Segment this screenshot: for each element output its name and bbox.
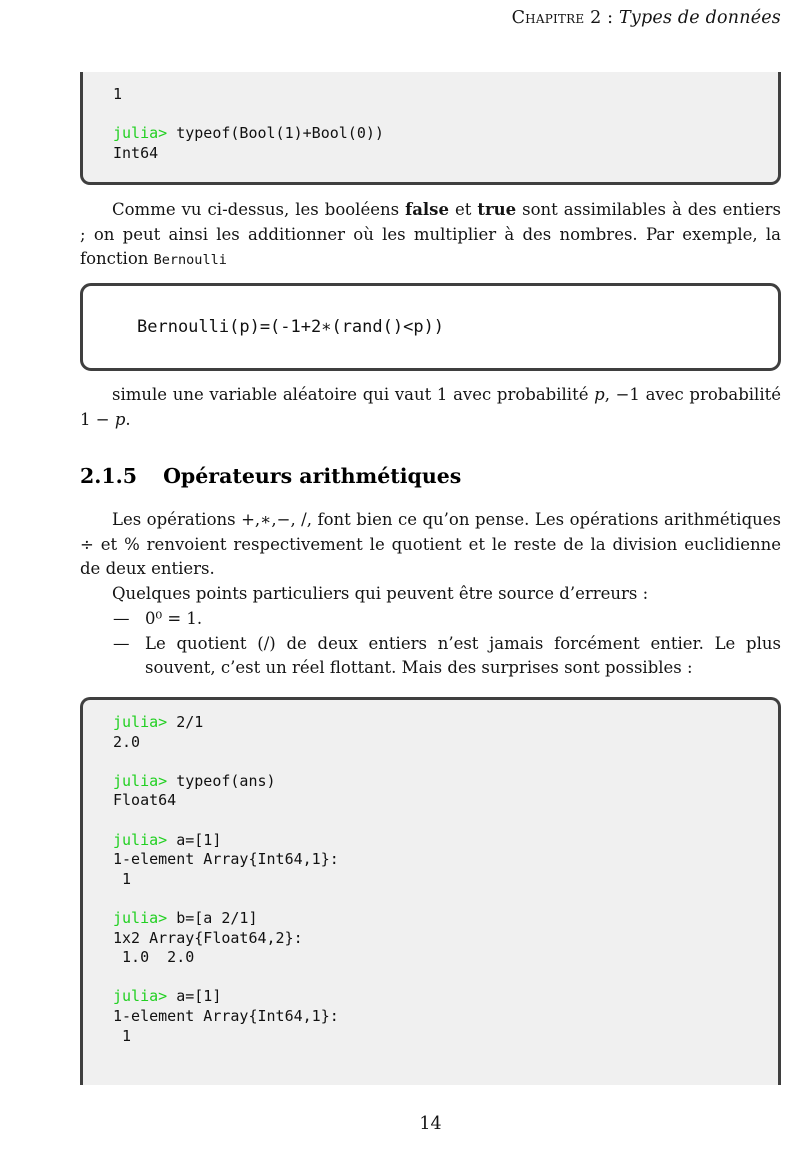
code-block-division [80,697,781,1085]
section-title: Opérateurs arithmétiques [163,464,462,488]
list-item-text: 0⁰ = 1. [145,608,203,628]
paragraph-text: Comme vu ci-dessus, les booléens false et true sont assimilables à des entiers ; on peut ainsi les additionner où les multiplier à des nombres. Par exemple, la fonction Bernoulli [80,200,782,269]
paragraph-text: simule une variable aléatoire qui vaut 1 avec probabilité p, −1 avec probabilité 1 − p. [80,385,781,429]
julia-prompt: julia> [113,830,168,849]
julia-prompt: julia> [113,908,168,927]
section-heading [80,464,781,488]
paragraph-errors-intro: Quelques points particuliers qui peuvent être source d’erreurs : [112,584,649,604]
julia-prompt: julia> [113,987,168,1006]
em-dash: — [113,633,130,653]
code-block-bernoulli [80,283,781,371]
bernoulli-code: Bernoulli(p)=(-1+2∗(rand()<p)) [137,317,445,337]
list-item-zero-power [80,607,781,632]
paragraph-operations: Les opérations +,∗,−, /, font bien ce qu’on pense. Les opérations arithmétiques ÷ et % renvoient respectivement le quotient et le reste de la division euclidienne de deux entiers. [80,510,782,579]
list-item-text: Le quotient (/) de deux entiers n’est jamais forcément entier. Le plus souvent, c’est un réel flottant. Mais des surprises sont possibles : [145,633,781,678]
page-number: 14 [419,1114,442,1134]
list-item-quotient [80,632,781,681]
code-block-bool-continued [80,72,781,185]
operators-text-flow [80,508,781,681]
paragraph-booleans [80,198,781,273]
julia-prompt: julia> [113,713,168,731]
header-chapter: Chapitre 2 : [511,8,620,28]
section-number: 2.1.5 [80,464,138,488]
julia-prompt: julia> [113,124,168,143]
running-header [80,8,781,28]
em-dash: — [113,608,130,628]
paragraph-simulate [80,383,781,432]
header-title: Types de données [619,8,781,28]
julia-prompt: julia> [113,771,168,790]
code-listing: 1 julia> typeof(Bool(1)+Bool(0)) Int64 [113,85,384,162]
code-listing: julia> 2/1 2.0 julia> typeof(ans) Float64 julia> a=[1] 1-element Array{Int64,1}: 1 julia> b=[a 2/1] 1x2 Array{Float64,2}: 1.0 2.0 julia> a=[1] 1-element Array{Int64,1}: 1 [113,713,339,1045]
